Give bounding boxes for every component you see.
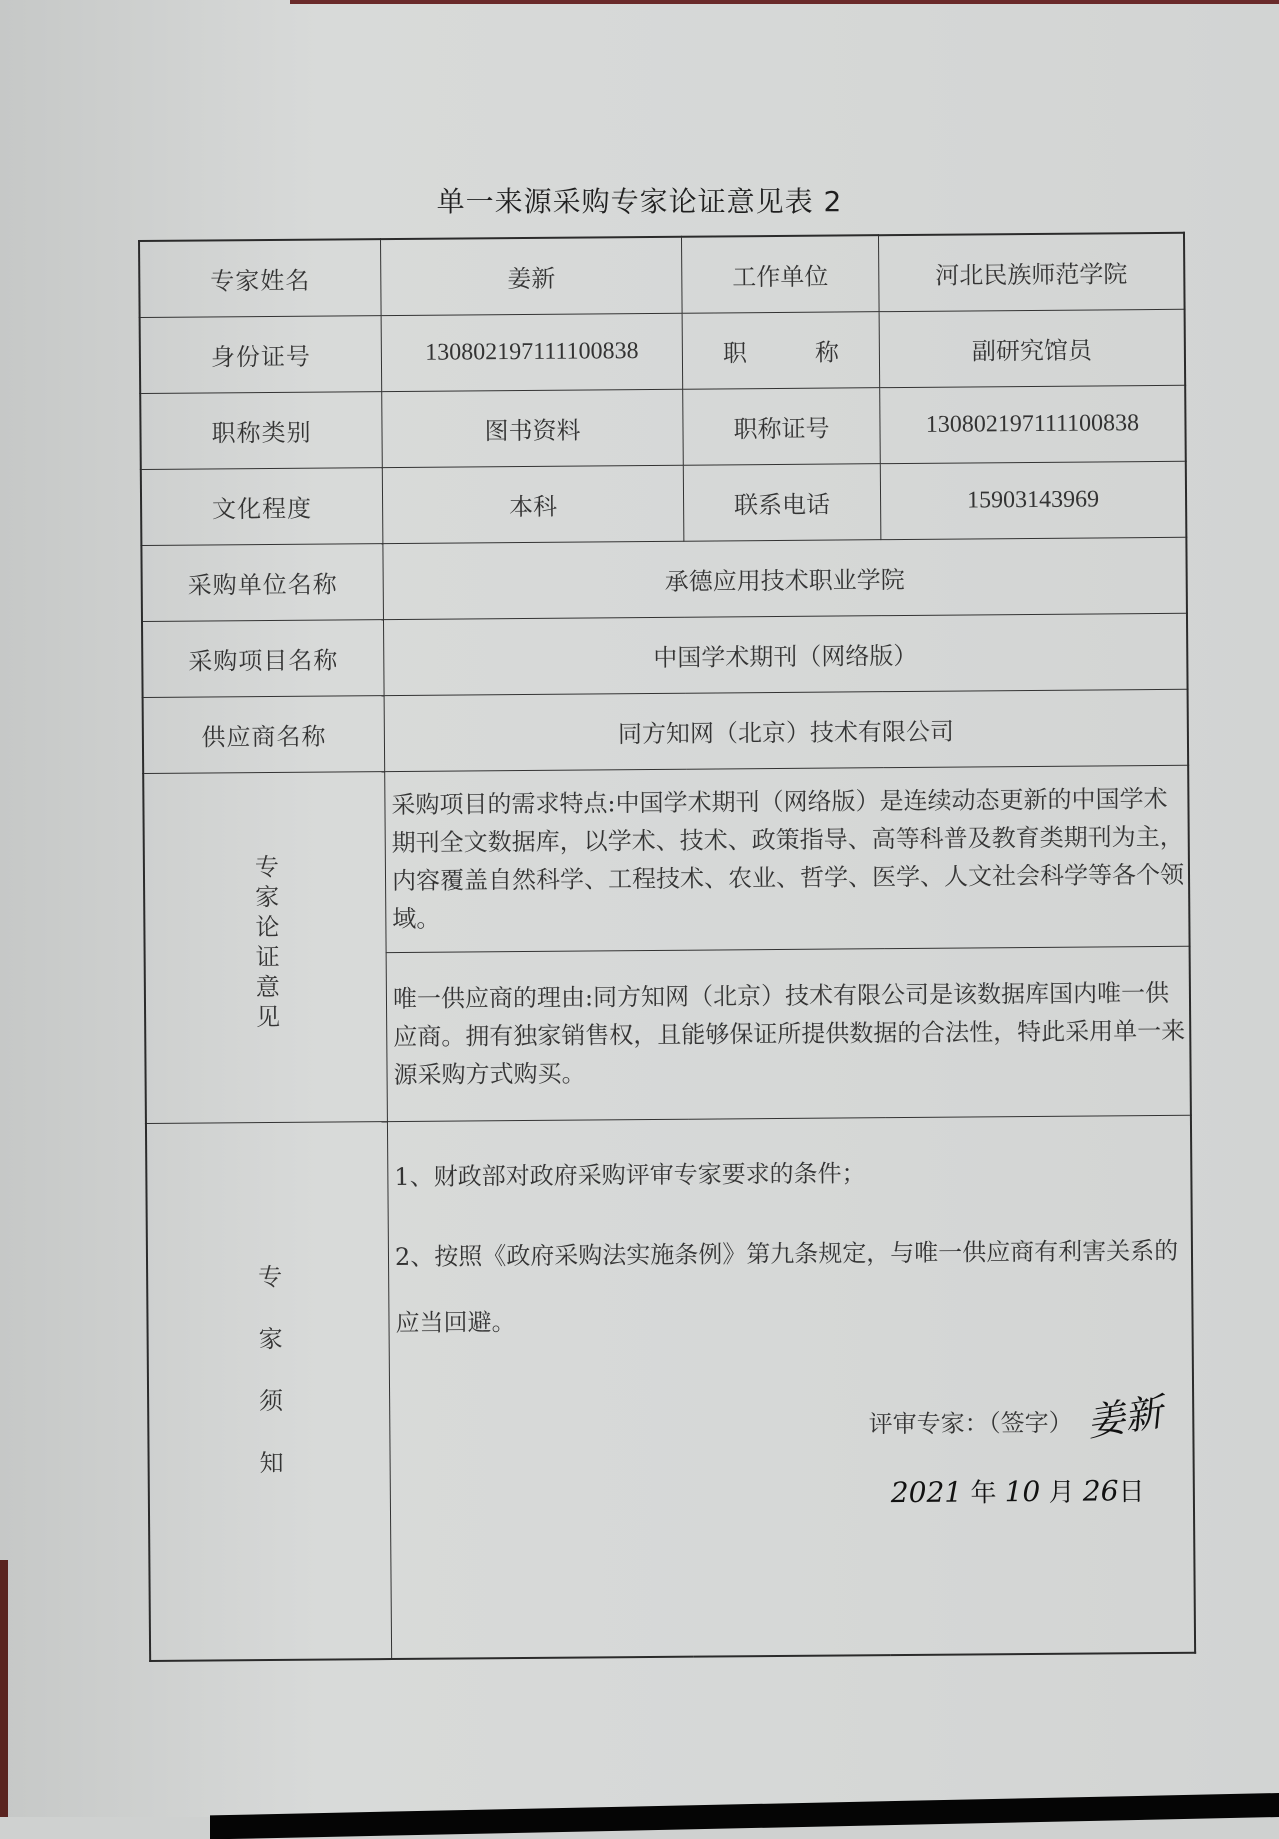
workplace-value: 河北民族师范学院	[878, 233, 1184, 311]
date-month: 10	[1004, 1474, 1041, 1508]
signature-area	[868, 1385, 1166, 1445]
phone-value: 15903143969	[880, 461, 1186, 539]
procurement-project-value: 中国学术期刊（网络版）	[383, 613, 1187, 695]
title-category-label: 职称类别	[140, 391, 382, 469]
supplier-value: 同方知网（北京）技术有限公司	[384, 689, 1188, 771]
demand-characteristics-text: 采购项目的需求特点:中国学术期刊（网络版）是连续动态更新的中国学术期刊全文数据库，以学术、技术、政策指导、高等科普及教育类期刊为主，内容覆盖自然科学、工程技术、农业、哲学、医学、人文社会科学等各个领域。	[385, 765, 1190, 952]
procurement-unit-value: 承德应用技术职业学院	[383, 537, 1187, 619]
sole-supplier-reason-text: 唯一供应商的理由:同方知网（北京）技术有限公司是该数据库国内唯一供应商。拥有独家销售权，且能够保证所提供数据的合法性，特此采用单一来源采购方式购买。	[386, 946, 1191, 1121]
title-label-part1: 职	[722, 338, 748, 367]
opinion-section-label	[143, 771, 387, 1123]
workplace-label: 工作单位	[681, 235, 879, 313]
photo-edge-top	[290, 0, 1279, 4]
title-cert-value: 130802197111100838	[880, 385, 1186, 463]
supplier-label: 供应商名称	[143, 695, 385, 773]
date-day-unit: 日	[1118, 1476, 1145, 1507]
date-year-unit: 年	[970, 1477, 997, 1509]
procurement-project-label: 采购项目名称	[142, 619, 384, 697]
education-value: 本科	[382, 465, 684, 543]
row-notice	[146, 1115, 1195, 1661]
row-procurement-project	[142, 613, 1188, 697]
expert-opinion-form	[138, 232, 1196, 1662]
handwritten-signature: 姜新	[1083, 1389, 1166, 1445]
procurement-unit-label: 采购单位名称	[141, 543, 383, 621]
row-category-cert	[140, 385, 1186, 469]
notice-section-label	[146, 1121, 392, 1660]
name-label: 专家姓名	[139, 239, 381, 317]
title-category-value: 图书资料	[382, 389, 684, 467]
title-label	[682, 311, 880, 389]
row-education-phone	[141, 461, 1187, 545]
education-label: 文化程度	[141, 467, 383, 545]
document-title: 单一来源采购专家论证意见表 2	[436, 185, 843, 218]
name-value: 姜新	[381, 237, 683, 315]
row-name-workplace	[139, 233, 1185, 317]
signature-label: 评审专家：（签字）	[868, 1408, 1073, 1438]
row-opinion-demand	[143, 765, 1189, 954]
notice-item-1: 1、财政部对政府采购评审专家要求的条件；	[394, 1158, 866, 1191]
row-procurement-unit	[141, 537, 1187, 621]
date-day: 26	[1082, 1473, 1119, 1508]
notice-section-label-text: 专家须知	[253, 1263, 284, 1512]
phone-label: 联系电话	[683, 463, 881, 541]
notice-item-2: 2、按照《政府采购法实施条例》第九条规定，与唯一供应商有利害关系的应当回避。	[394, 1236, 1179, 1337]
notice-content	[387, 1115, 1195, 1659]
photo-edge-left	[0, 1560, 8, 1817]
date-month-unit: 月	[1048, 1477, 1075, 1508]
id-value: 130802197111100838	[381, 313, 683, 391]
title-label-part2: 称	[814, 337, 840, 367]
id-label: 身份证号	[140, 315, 382, 393]
date-year: 2021	[890, 1475, 963, 1509]
opinion-section-label-text: 专家论证意见	[250, 853, 280, 1035]
title-value: 副研究馆员	[879, 309, 1185, 387]
sign-date	[891, 1471, 1145, 1510]
title-cert-label: 职称证号	[683, 387, 881, 465]
row-supplier	[143, 689, 1189, 773]
row-id-title	[140, 309, 1186, 393]
